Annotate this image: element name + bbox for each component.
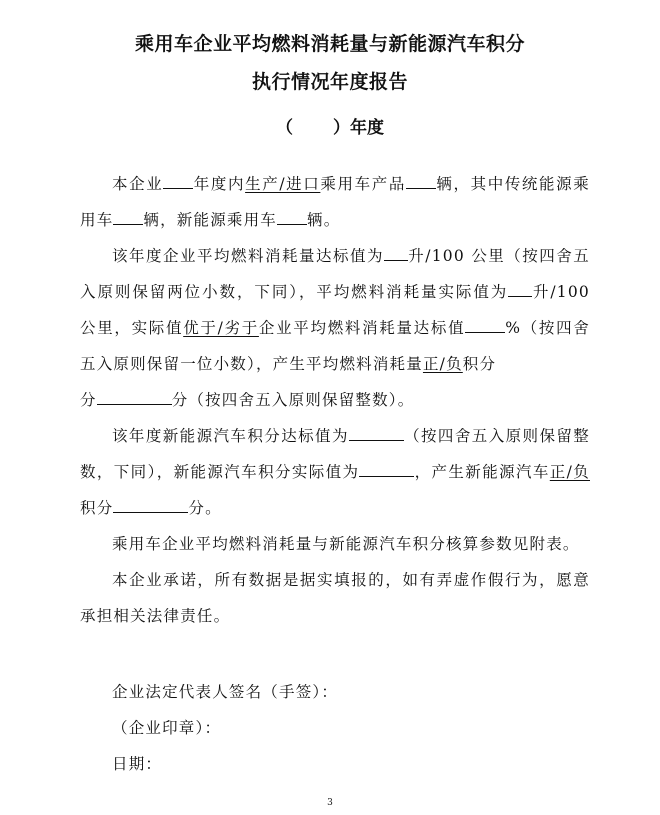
blank-traditional-vehicles xyxy=(113,209,143,225)
year-close-label: ）年度 xyxy=(333,118,384,138)
date-label: 日期： xyxy=(112,755,163,773)
text: %（按四舍五入原则保留一位小数），产生平均燃料消耗量 xyxy=(80,319,590,373)
blank-fc-credits xyxy=(97,389,172,405)
blank-fc-percent xyxy=(465,317,505,333)
year-open-paren: （ xyxy=(276,118,293,138)
paragraph-production xyxy=(80,166,590,238)
text: 辆，其中传统能源乘用车 xyxy=(80,175,590,229)
text: 该年度新能源汽车积分达标值为 xyxy=(112,427,349,445)
blank-nev-vehicles xyxy=(277,209,307,225)
blank-year xyxy=(163,173,193,189)
paragraph-nev-credits xyxy=(80,418,590,526)
text: 辆。 xyxy=(307,211,341,229)
option-better-worse: 优于/劣于 xyxy=(183,319,259,337)
company-seal: （企业印章）： xyxy=(112,719,222,737)
text: ，产生新能源汽车 xyxy=(414,463,550,481)
blank-fc-actual xyxy=(508,281,532,297)
option-positive-negative: 正/负 xyxy=(549,463,590,481)
text: 年度内 xyxy=(193,175,246,193)
text: 升/100 公里，实际值 xyxy=(80,283,590,337)
blank-nev-target xyxy=(349,425,404,441)
text: 升/100 公里（按四舍五入原则保留两位小数，下同），平均燃料消耗量实际值为 xyxy=(80,247,591,301)
text: （按四舍五入原则保留整数，下同），新能源汽车积分实际值为 xyxy=(80,427,590,481)
text: 分。 xyxy=(188,499,222,517)
report-year-line xyxy=(0,113,660,138)
page-number: 3 xyxy=(327,798,333,808)
option-positive-negative: 正/负 xyxy=(422,355,463,373)
option-production-import: 生产/进口 xyxy=(245,175,321,193)
text: 积分 xyxy=(462,355,497,373)
report-body xyxy=(80,166,590,634)
text: 企业平均燃料消耗量达标值 xyxy=(258,319,466,337)
legal-representative-signature: 企业法定代表人签名（手签）： xyxy=(112,683,339,701)
paragraph-attachment: 乘用车企业平均燃料消耗量与新能源汽车积分核算参数见附表。 xyxy=(112,535,580,553)
paragraph-fuel-consumption xyxy=(80,238,590,418)
blank-nev-actual xyxy=(359,461,414,477)
text: 辆，新能源乘用车 xyxy=(143,211,278,229)
text: 积分 xyxy=(80,499,114,517)
report-title-line-2: 执行情况年度报告 xyxy=(251,71,408,93)
text: 该年度企业平均燃料消耗量达标值为 xyxy=(112,247,384,265)
text: 本企业 xyxy=(112,175,164,193)
blank-fc-target xyxy=(384,245,408,261)
text: 乘用车产品 xyxy=(320,175,406,193)
text: 分 xyxy=(80,391,97,409)
paragraph-commitment: 本企业承诺，所有数据是据实填报的，如有弄虚作假行为，愿意承担相关法律责任。 xyxy=(80,571,590,625)
report-title-line-1: 乘用车企业平均燃料消耗量与新能源汽车积分 xyxy=(134,33,525,55)
blank-total-vehicles xyxy=(406,173,436,189)
blank-nev-credits xyxy=(113,497,188,513)
text: 分（按四舍五入原则保留整数）。 xyxy=(171,391,415,409)
